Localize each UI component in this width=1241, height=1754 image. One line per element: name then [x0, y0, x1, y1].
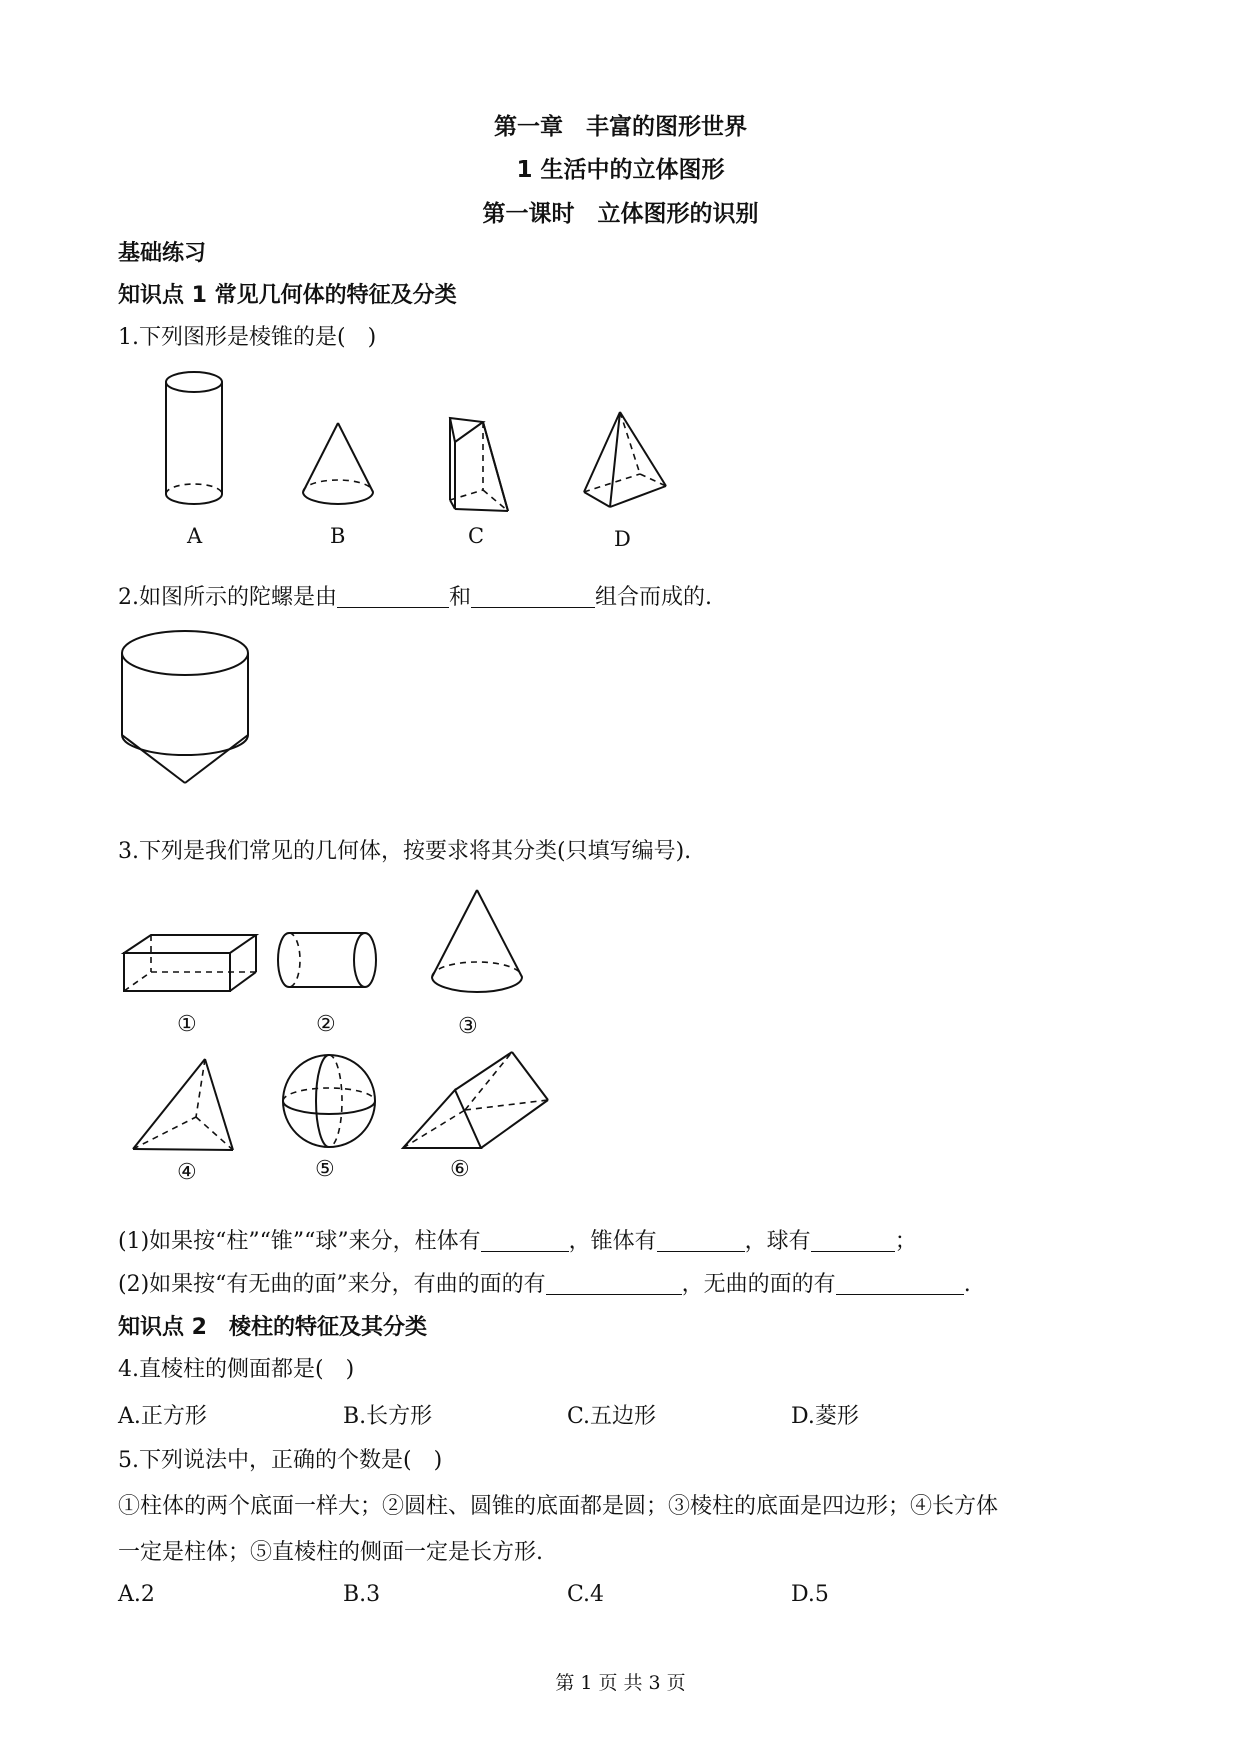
q1-label-d: D: [614, 527, 631, 551]
q3-sub1-blank-prisms[interactable]: [481, 1229, 569, 1252]
q1-label-b: B: [330, 524, 346, 548]
q3-sub2-text-c: .: [963, 1272, 971, 1297]
q3-label-5: ⑤: [315, 1157, 335, 1182]
q3-label-3: ③: [458, 1014, 478, 1039]
q4-stem: 4.直棱柱的侧面都是( ): [118, 1357, 355, 1382]
q3-label-4: ④: [177, 1160, 197, 1185]
q3-sub1-text-b: ，锥体有: [568, 1229, 657, 1254]
q1-label-a: A: [187, 524, 203, 548]
q3-label-1: ①: [177, 1012, 197, 1037]
q4-option-d[interactable]: D.菱形: [791, 1404, 859, 1429]
q5-statements-line1: ①柱体的两个底面一样大；②圆柱、圆锥的底面都是圆；③棱柱的底面是四边形；④长方体: [118, 1494, 999, 1519]
q3-sub1-text-d: ；: [894, 1229, 917, 1254]
q3-label-6: ⑥: [450, 1157, 470, 1182]
q3-sub2: [118, 1267, 971, 1298]
cone-figure-3: [432, 890, 522, 992]
q3-sub2-text-a: (2)如果按“有无曲的面”来分，有曲的面的有: [118, 1272, 546, 1297]
q1-label-c: C: [468, 524, 485, 548]
q3-sub1-blank-spheres[interactable]: [811, 1229, 895, 1252]
sphere-figure: [283, 1055, 375, 1147]
lying-prism-figure: [403, 1052, 548, 1148]
q4-option-a[interactable]: A.正方形: [118, 1404, 207, 1429]
horizontal-cylinder-figure: [278, 933, 376, 987]
q2-text-2: 和: [449, 585, 472, 610]
q3-stem: 3.下列是我们常见的几何体，按要求将其分类(只填写编号).: [118, 839, 692, 864]
q3-sub1-text-c: ，球有: [744, 1229, 811, 1254]
section-title: 1 生活中的立体图形: [516, 157, 725, 183]
q3-sub2-blank-curved[interactable]: [546, 1272, 682, 1295]
knowledge-point-1: 知识点 1 常见几何体的特征及分类: [118, 283, 457, 308]
q1-stem: 1.下列图形是棱锥的是( ): [118, 325, 377, 350]
q2-text-1: 2.如图所示的陀螺是由: [118, 585, 337, 610]
tetrahedron-figure: [133, 1059, 233, 1150]
lesson-title: 第一课时 立体图形的识别: [482, 201, 759, 227]
q2-text-3: 组合而成的.: [595, 585, 713, 610]
section-heading-basic: 基础练习: [118, 241, 207, 266]
q5-statements-line2: 一定是柱体；⑤直棱柱的侧面一定是长方形.: [118, 1540, 543, 1565]
q3-sub2-text-b: ，无曲的面的有: [681, 1272, 836, 1297]
knowledge-point-2: 知识点 2 棱柱的特征及其分类: [118, 1315, 427, 1340]
q3-sub2-blank-flat[interactable]: [836, 1272, 964, 1295]
q3-label-2: ②: [316, 1012, 336, 1037]
page-footer: 第 1 页 共 3 页: [555, 1672, 686, 1694]
q3-sub1-text-a: (1)如果按“柱”“锥”“球”来分，柱体有: [118, 1229, 481, 1254]
cuboid-figure: [124, 935, 256, 991]
q4-option-c[interactable]: C.五边形: [567, 1404, 657, 1429]
q5-option-c[interactable]: C.4: [567, 1582, 605, 1607]
q5-option-b[interactable]: B.3: [343, 1582, 381, 1607]
q4-option-b[interactable]: B.长方形: [343, 1404, 433, 1429]
q3-sub1-blank-cones[interactable]: [657, 1229, 745, 1252]
q3-sub1: [118, 1224, 917, 1255]
q5-stem: 5.下列说法中，正确的个数是( ): [118, 1448, 443, 1473]
chapter-title: 第一章 丰富的图形世界: [494, 114, 747, 140]
q5-option-a[interactable]: A.2: [118, 1582, 155, 1607]
q5-option-d[interactable]: D.5: [791, 1582, 829, 1607]
